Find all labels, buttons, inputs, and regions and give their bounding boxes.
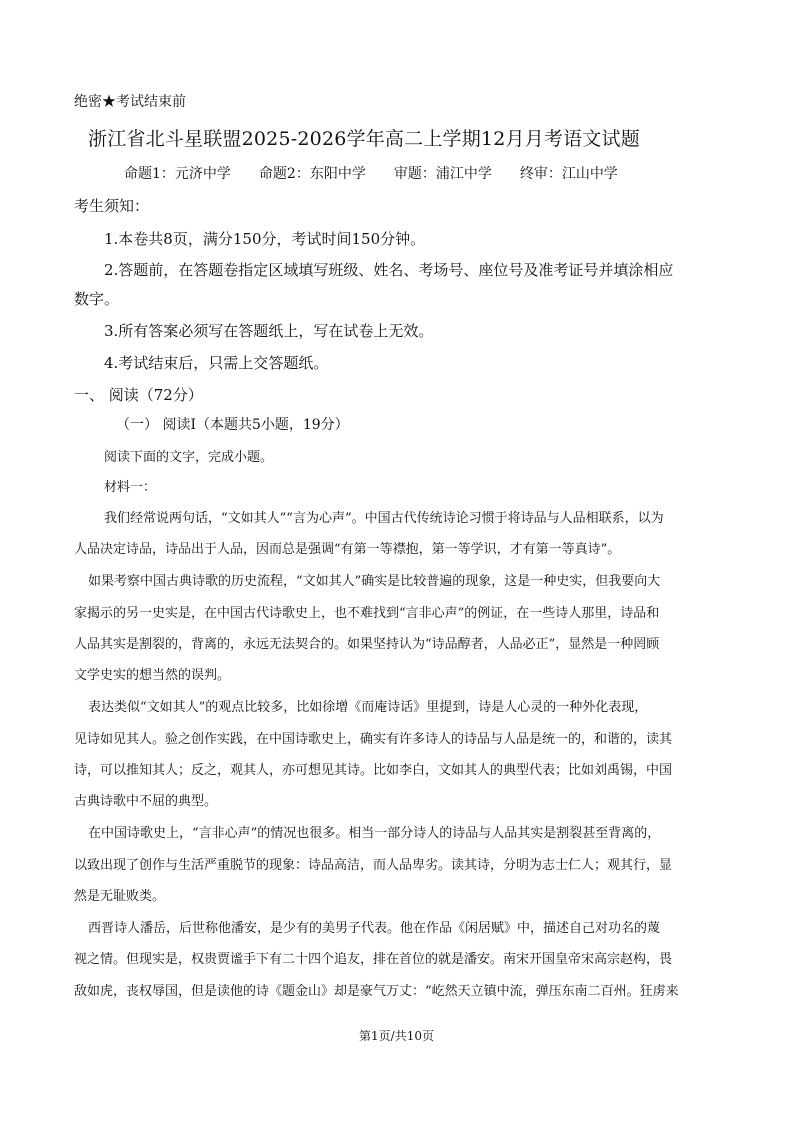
secret-mark: 绝密★考试结束前 [74,94,186,110]
paragraph-line: 敌如虎，丧权辱国，但是读他的诗《题金山》却是豪气万丈：“屹然天立镇中流，弹压东南二百州。狂虏来 [74,984,679,999]
notice-item-4: 4.考试结束后，只需上交答题纸。 [104,354,329,372]
paragraph-line: 如果考察中国古典诗歌的历史流程，“文如其人”确实是比较普遍的现象，这是一种史实，但我要向大 [88,574,661,589]
subsection-title: （一） 阅读Ⅰ（本题共5小题，19分） [116,417,349,433]
notice-heading: 考生须知： [74,197,150,215]
reading-instruction: 阅读下面的文字，完成小题。 [104,450,274,465]
notice-item-1: 1.本卷共8页，满分150分，考试时间150分钟。 [104,230,426,248]
paragraph-line: 家揭示的另一史实是，在中国古代诗歌史上，也不难找到“言非心声”的例证，在一些诗人那里，诗品和 [74,606,660,621]
paragraph-line: 然是无耻败类。 [74,889,166,904]
paragraph-line: 古典诗歌中不屈的典型。 [74,794,218,809]
paragraph-line: 西晋诗人潘岳，后世称他潘安，是少有的美男子代表。他在作品《闲居赋》中，描述自己对功名的蔑 [88,921,661,936]
paragraph-line: 视之情。但现实是，权贵贾谧手下有二十四个追友，排在首位的就是潘安。南宋开国皇帝宋高宗赵构，畏 [74,952,673,967]
paragraph-line: 表达类似“文如其人”的观点比较多，比如徐增《而庵诗话》里提到，诗是人心灵的一种外化表现， [88,700,648,715]
paragraph-line: 我们经常说两句话，“文如其人”“言为心声”。中国古代传统诗论习惯于将诗品与人品相联系，以为 [104,511,664,526]
material-label: 材料一： [104,480,157,495]
notice-item-2-continued: 数字。 [74,290,120,308]
paragraph-line: 诗，可以推知其人；反之，观其人，亦可想见其诗。比如李白，文如其人的典型代表；比如刘禹锡，中国 [74,763,673,778]
notice-item-3: 3.所有答案必须写在答题纸上，写在试卷上无效。 [104,322,434,340]
paragraph-line: 见诗如见其人。验之创作实践，在中国诗歌史上，确实有许多诗人的诗品与人品是统一的，和谐的，读其 [74,732,673,747]
paragraph-line: 以致出现了创作与生活严重脱节的现象：诗品高洁，而人品卑劣。读其诗，分明为志士仁人；观其行，显 [74,858,673,873]
exam-authors: 命题1：元济中学 命题2：东阳中学 审题：浦江中学 终审：江山中学 [124,166,618,182]
paragraph-line: 人品其实是割裂的，背离的，永远无法契合的。如果坚持认为“诗品醇者，人品必正”，显然是一种罔顾 [74,637,660,652]
section-title: 一、 阅读（72分） [74,386,203,404]
page-number: 第1页/共10页 [359,1029,434,1043]
notice-item-2: 2.答题前，在答题卷指定区域填写班级、姓名、考场号、座位号及准考证号并填涂相应 [104,261,674,279]
paragraph-line: 在中国诗歌史上，“言非心声”的情况也很多。相当一部分诗人的诗品与人品其实是割裂甚至背离的， [88,826,661,841]
paragraph-line: 文学史实的想当然的误判。 [74,668,231,683]
exam-title: 浙江省北斗星联盟2025-2026学年高二上学期12月月考语文试题 [88,128,640,150]
paragraph-line: 人品决定诗品，诗品出于人品，因而总是强调“有第一等襟抱，第一等学识，才有第一等真诗”。 [74,542,621,557]
